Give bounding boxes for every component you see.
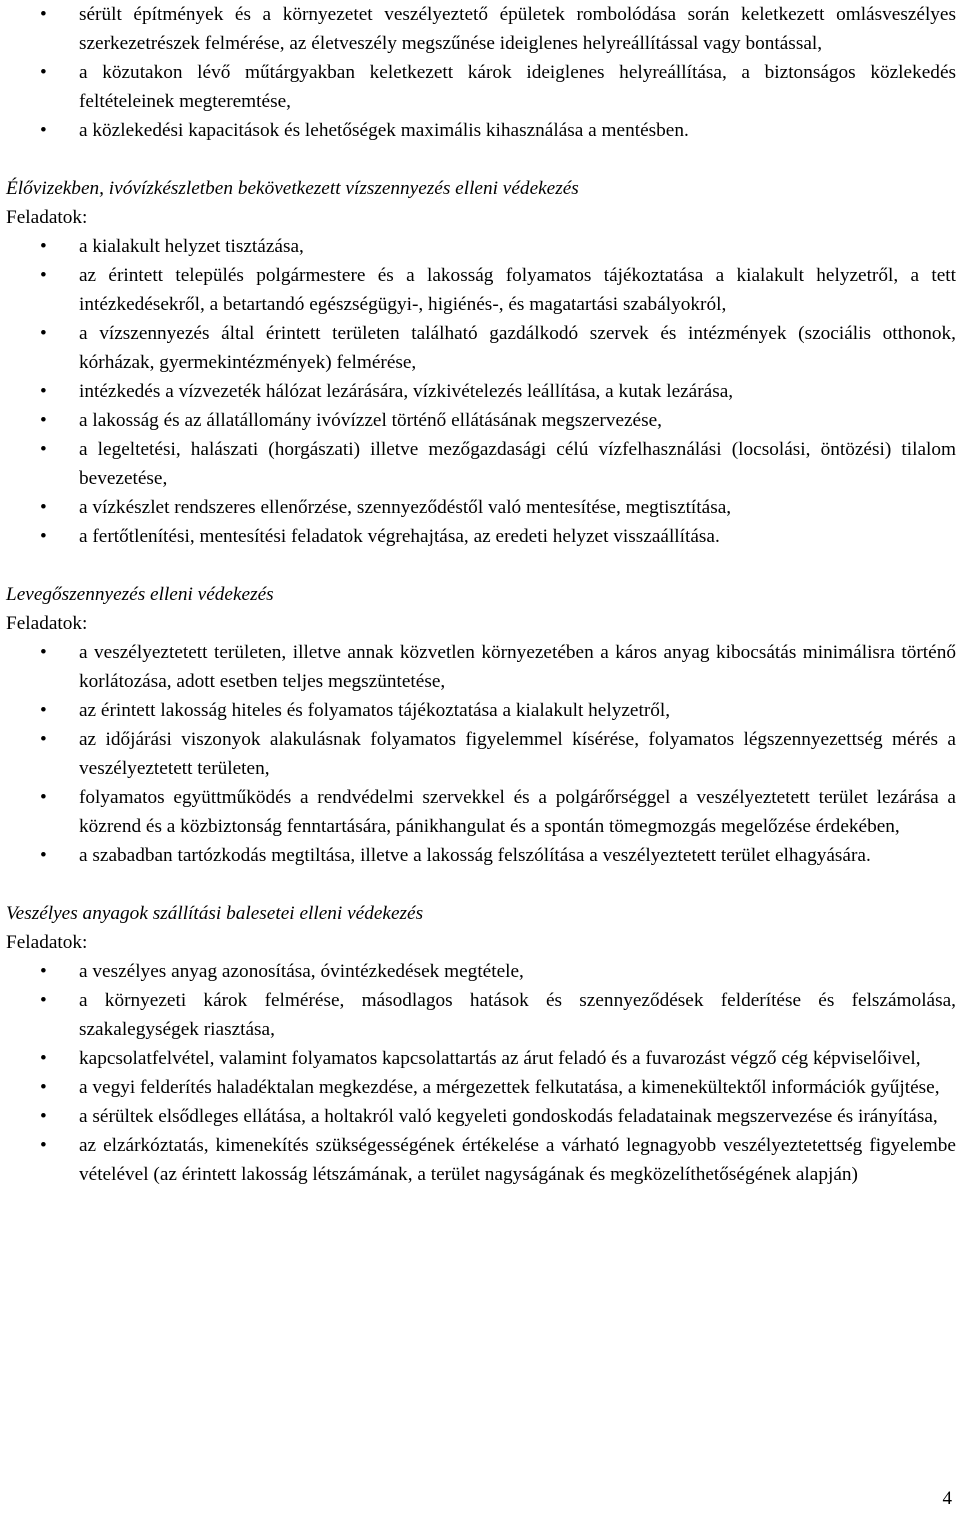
bullet-icon: •: [40, 381, 47, 402]
bullet-icon: •: [40, 990, 47, 1011]
intro-list: [6, 0, 956, 145]
list-item: [6, 1131, 956, 1189]
spacer: [6, 551, 956, 580]
tasks-list: [6, 638, 956, 870]
list-item: [6, 986, 956, 1044]
list-item: [6, 58, 956, 116]
list-item-text: a veszélyeztetett területen, illetve annak közvetlen környezetében a káros anyag kibocsátás minimálisra történő korlátozása, adott esetben teljes megszüntetése,: [79, 642, 956, 692]
section-water-pollution: [6, 174, 956, 551]
tasks-list: [6, 232, 956, 551]
bullet-icon: •: [40, 120, 47, 141]
bullet-icon: •: [40, 1106, 47, 1127]
list-item-text: a közutakon lévő műtárgyakban keletkezett károk ideiglenes helyreállítása, a biztonságos közlekedés feltételeinek megteremtése,: [79, 62, 956, 112]
list-item-text: a közlekedési kapacitások és lehetőségek maximális kihasználása a mentésben.: [79, 120, 689, 141]
document-page: [6, 0, 956, 1189]
list-item-text: az elzárkóztatás, kimenekítés szükségességének értékelése a várható legnagyobb veszélyeztetettség figyelembe vételével (az érintett lakosság létszámának, a terület nagyságának és megközelíthetőségének alapján): [79, 1135, 956, 1185]
tasks-label: Feladatok:: [6, 613, 88, 634]
bullet-icon: •: [40, 526, 47, 547]
section-title: Élővizekben, ivóvízkészletben bekövetkezett vízszennyezés elleni védekezés: [6, 178, 579, 199]
list-item: [6, 261, 956, 319]
section-hazardous-transport: [6, 899, 956, 1189]
list-item-text: az érintett lakosság hiteles és folyamatos tájékoztatása a kialakult helyzetről,: [79, 700, 671, 721]
bullet-icon: •: [40, 729, 47, 750]
list-item: [6, 377, 956, 406]
bullet-icon: •: [40, 62, 47, 83]
list-item-text: sérült építmények és a környezetet veszélyeztető épületek rombolódása során keletkezett omlásveszélyes szerkezetrészek felmérése, az életveszély megszűnése ideiglenes helyreállítással vagy bontással,: [79, 4, 956, 54]
list-item-text: a szabadban tartózkodás megtiltása, illetve a lakosság felszólítása a veszélyeztetett terület elhagyására.: [79, 845, 871, 866]
list-item-text: a vegyi felderítés haladéktalan megkezdése, a mérgezettek felkutatása, a kimenekültektől információk gyűjtése,: [79, 1077, 940, 1098]
list-item: [6, 696, 956, 725]
list-item-text: az érintett település polgármestere és a lakosság folyamatos tájékoztatása a kialakult helyzetről, a tett intézkedésekről, a betartandó egészségügyi-, higiénés-, és magatartási szabályokról,: [79, 265, 956, 315]
bullet-icon: •: [40, 1048, 47, 1069]
list-item-text: a kialakult helyzet tisztázása,: [79, 236, 304, 257]
list-item-text: a legeltetési, halászati (horgászati) illetve mezőgazdasági célú vízfelhasználási (locsolási, öntözési) tilalom bevezetése,: [79, 439, 956, 489]
tasks-list: [6, 957, 956, 1189]
bullet-icon: •: [40, 439, 47, 460]
list-item-text: a veszélyes anyag azonosítása, óvintézkedések megtétele,: [79, 961, 524, 982]
bullet-icon: •: [40, 497, 47, 518]
bullet-icon: •: [40, 4, 47, 25]
spacer: [6, 145, 956, 174]
bullet-icon: •: [40, 642, 47, 663]
section-title: Veszélyes anyagok szállítási balesetei elleni védekezés: [6, 903, 424, 924]
list-item-text: intézkedés a vízvezeték hálózat lezárására, vízkivételezés leállítása, a kutak lezárása,: [79, 381, 734, 402]
list-item: [6, 435, 956, 493]
list-item: [6, 319, 956, 377]
tasks-label: Feladatok:: [6, 932, 88, 953]
list-item-text: a lakosság és az állatállomány ivóvízzel történő ellátásának megszervezése,: [79, 410, 662, 431]
bullet-icon: •: [40, 845, 47, 866]
list-item: [6, 1044, 956, 1073]
page-number: 4: [942, 1488, 952, 1509]
list-item: [6, 232, 956, 261]
list-item: [6, 841, 956, 870]
list-item-text: a környezeti károk felmérése, másodlagos hatások és szennyeződések felderítése és felszámolása, szakalegységek riasztása,: [79, 990, 956, 1040]
list-item-text: az időjárási viszonyok alakulásnak folyamatos figyelemmel kísérése, folyamatos légszennyezettség mérés a veszélyeztetett területen,: [79, 729, 956, 779]
list-item-text: kapcsolatfelvétel, valamint folyamatos kapcsolattartás az árut feladó és a fuvarozást végző cég képviselőivel,: [79, 1048, 921, 1069]
list-item: [6, 783, 956, 841]
bullet-icon: •: [40, 410, 47, 431]
list-item-text: a fertőtlenítési, mentesítési feladatok végrehajtása, az eredeti helyzet visszaállítása.: [79, 526, 720, 547]
list-item: [6, 116, 956, 145]
list-item: [6, 493, 956, 522]
list-item: [6, 1073, 956, 1102]
bullet-icon: •: [40, 700, 47, 721]
bullet-icon: •: [40, 1135, 47, 1156]
list-item-text: a sérültek elsődleges ellátása, a holtakról való kegyeleti gondoskodás feladatainak megszervezése és irányítása,: [79, 1106, 938, 1127]
spacer: [6, 870, 956, 899]
list-item: [6, 522, 956, 551]
section-air-pollution: [6, 580, 956, 870]
list-item-text: a vízkészlet rendszeres ellenőrzése, szennyeződéstől való mentesítése, megtisztítása,: [79, 497, 732, 518]
section-title: Levegőszennyezés elleni védekezés: [6, 584, 274, 605]
list-item: [6, 406, 956, 435]
bullet-icon: •: [40, 265, 47, 286]
list-item-text: a vízszennyezés által érintett területen található gazdálkodó szervek és intézmények (szociális otthonok, kórházak, gyermekintézmények) felmérése,: [79, 323, 956, 373]
bullet-icon: •: [40, 1077, 47, 1098]
list-item: [6, 1102, 956, 1131]
list-item: [6, 725, 956, 783]
list-item: [6, 957, 956, 986]
list-item: [6, 638, 956, 696]
bullet-icon: •: [40, 236, 47, 257]
list-item-text: folyamatos együttműködés a rendvédelmi szervekkel és a polgárőrséggel a veszélyeztetett terület lezárása a közrend és a közbiztonság fenntartására, pánikhangulat és a spontán tömegmozgás megelőzése érdekében,: [79, 787, 956, 837]
tasks-label: Feladatok:: [6, 207, 88, 228]
bullet-icon: •: [40, 961, 47, 982]
bullet-icon: •: [40, 787, 47, 808]
bullet-icon: •: [40, 323, 47, 344]
list-item: [6, 0, 956, 58]
